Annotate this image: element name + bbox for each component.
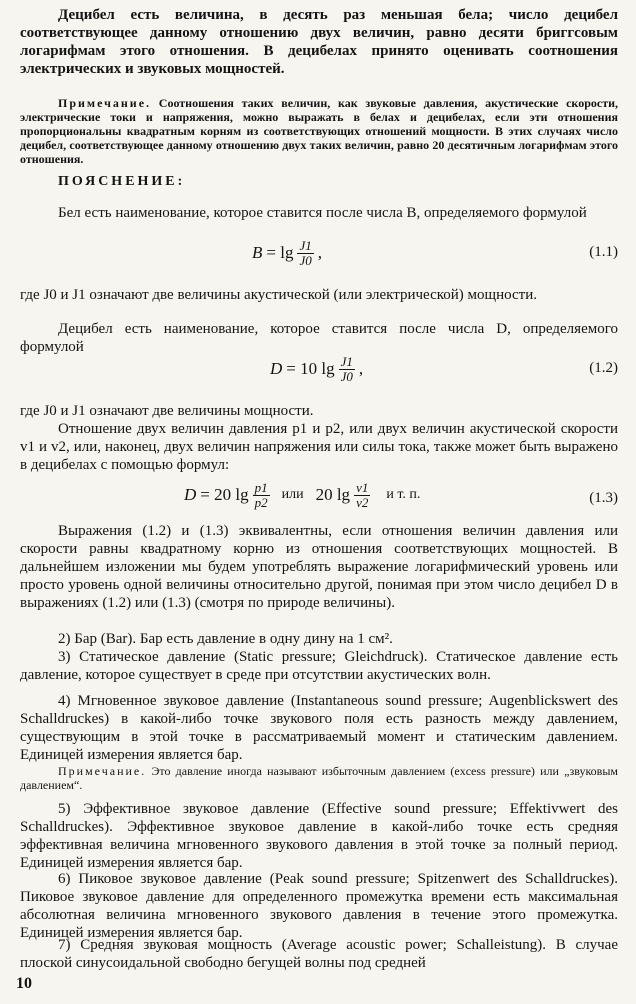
- decibel-name-definition: Децибел есть наименование, которое ставится после числа D, определяемого формулой: [20, 321, 618, 355]
- formula-1-2-number: (1.2): [589, 360, 618, 376]
- formula-1-1-numerator: J1: [299, 237, 312, 253]
- formula-1-2-lhs: D: [270, 359, 283, 378]
- formula-1-3-denominator-v: v2: [356, 494, 369, 510]
- formula-1-3-tail: и т. п.: [386, 487, 421, 502]
- formula-1-1-op: = lg: [266, 243, 294, 262]
- decibel-definition: Децибел есть величина, в десять раз меньшая бела; число децибел соответствующее данному отношению двух величин, равно десяти бриггсовым логарифмам этого отношения. В децибелах принято оценивать соотношения электрических и звуковых мощностей.: [20, 7, 618, 77]
- item-3-static-pressure: 3) Статическое давление (Static pressure; Gleichdruck). Статическое давление есть давление, которое существует в среде при отсутствии акустических волн.: [20, 649, 618, 683]
- item-4-instantaneous-pressure: 4) Мгновенное звуковое давление (Instantaneous sound pressure; Augenblickswert des Schalldruckes) в какой-либо точке звукового поля есть разность между давлением, существующим в этой точке в рассматриваемый момент и статическим давлением. Единицей измерения является бар.: [20, 693, 618, 763]
- formula-1-3-or: или: [281, 487, 304, 502]
- item-7-average-power: 7) Средняя звуковая мощность (Average acoustic power; Schalleistung). В случае плоской синусоидальной свободно бегущей волны под средней: [20, 937, 618, 971]
- formula-1-3-numerator-p: p1: [254, 479, 268, 495]
- formula-1-3-lhs: D: [184, 485, 197, 504]
- formula-1-2: [20, 352, 618, 386]
- formula-1-2-op: = 10 lg: [286, 359, 335, 378]
- formula-1-2-numerator: J1: [340, 353, 353, 369]
- bel-variables: где J0 и J1 означают две величины акустической (или электрической) мощности.: [20, 287, 537, 303]
- formula-1-3-fraction-p: [253, 481, 270, 510]
- bel-definition: Бел есть наименование, которое ставится после числа B, определяемого формулой: [58, 205, 587, 221]
- note-1: [20, 96, 618, 166]
- item-2-bar: 2) Бар (Bar). Бар есть давление в одну дину на 1 см².: [58, 631, 393, 647]
- formula-1-3-numerator-v: v1: [356, 479, 369, 495]
- decibel-variables: где J0 и J1 означают две величины мощности.: [20, 403, 314, 419]
- note-2: [20, 764, 618, 792]
- formula-1-3-number: (1.3): [589, 490, 618, 506]
- formula-1-3-op2: 20 lg: [315, 485, 351, 504]
- formula-1-2-tail: ,: [358, 359, 364, 378]
- formula-1-2-fraction: [339, 355, 355, 384]
- formula-1-1-number: (1.1): [589, 244, 618, 260]
- formula-1-3-denominator-p: p2: [254, 494, 268, 510]
- note-2-label: Примечание.: [58, 764, 147, 778]
- note-2-text: Это давление иногда называют избыточным давлением (excess pressure) или „звуковым давлением“.: [20, 764, 618, 792]
- formula-1-3-fraction-v: [354, 481, 370, 510]
- item-5-effective-pressure: 5) Эффективное звуковое давление (Effective sound pressure; Effektivwert des Schalldruckes). Эффективное звуковое давление в какой-либо точке есть средняя эффективная величина мгновенного звукового давления в этой точке за полный период. Единицей измерения является бар.: [20, 801, 618, 871]
- section-heading: ПОЯСНЕНИЕ:: [58, 174, 186, 189]
- formula-1-3-op: = 20 lg: [200, 485, 249, 504]
- page-number: 10: [16, 975, 32, 992]
- item-6-peak-pressure: 6) Пиковое звуковое давление (Peak sound pressure; Spitzenwert des Schalldruckes). Пиковое звуковое давление для определенного промежутка времени есть максимальная абсолютная величина мгновенного звукового давления в течение этого промежутка. Единицей измерения является бар.: [20, 871, 618, 941]
- formula-1-1-fraction: [297, 239, 313, 268]
- formula-1-1-denominator: J0: [299, 252, 312, 268]
- formula-1-1-lhs: B: [252, 243, 263, 262]
- formula-1-1: [20, 236, 618, 270]
- equivalence-paragraph: Выражения (1.2) и (1.3) эквивалентны, если отношения величин давления или скорости равны квадратному корню из отношения соответствующих мощностей. В дальнейшем изложении мы будем употреблять выражение логарифмический уровень или просто уровень одной величины относительно другой, понимая при этом число децибел D в выражениях (1.2) или (1.3) (смотря по природе величины).: [20, 523, 618, 611]
- formula-1-2-denominator: J0: [340, 368, 353, 384]
- pressure-ratio-paragraph: Отношение двух величин давления p1 и p2, или двух величин акустической скорости v1 и v2, или, наконец, двух величин напряжения или силы тока, также может быть выражено в децибелах с помощью формул:: [20, 421, 618, 473]
- note-1-label: Примечание.: [58, 96, 152, 110]
- formula-1-3: [20, 478, 618, 512]
- formula-1-1-tail: ,: [317, 243, 322, 262]
- note-1-text: Соотношения таких величин, как звуковые давления, акустические скорости, электрические токи и напряжения, можно выражать в белах и децибелах, если эти отношения пропорциональны квадратным корням из соответствующих отношений мощности. В этих случаях число децибел, соответствующее данному отношению двух таких величин, равно 20 десятичным логарифмам этого отношения.: [20, 96, 618, 166]
